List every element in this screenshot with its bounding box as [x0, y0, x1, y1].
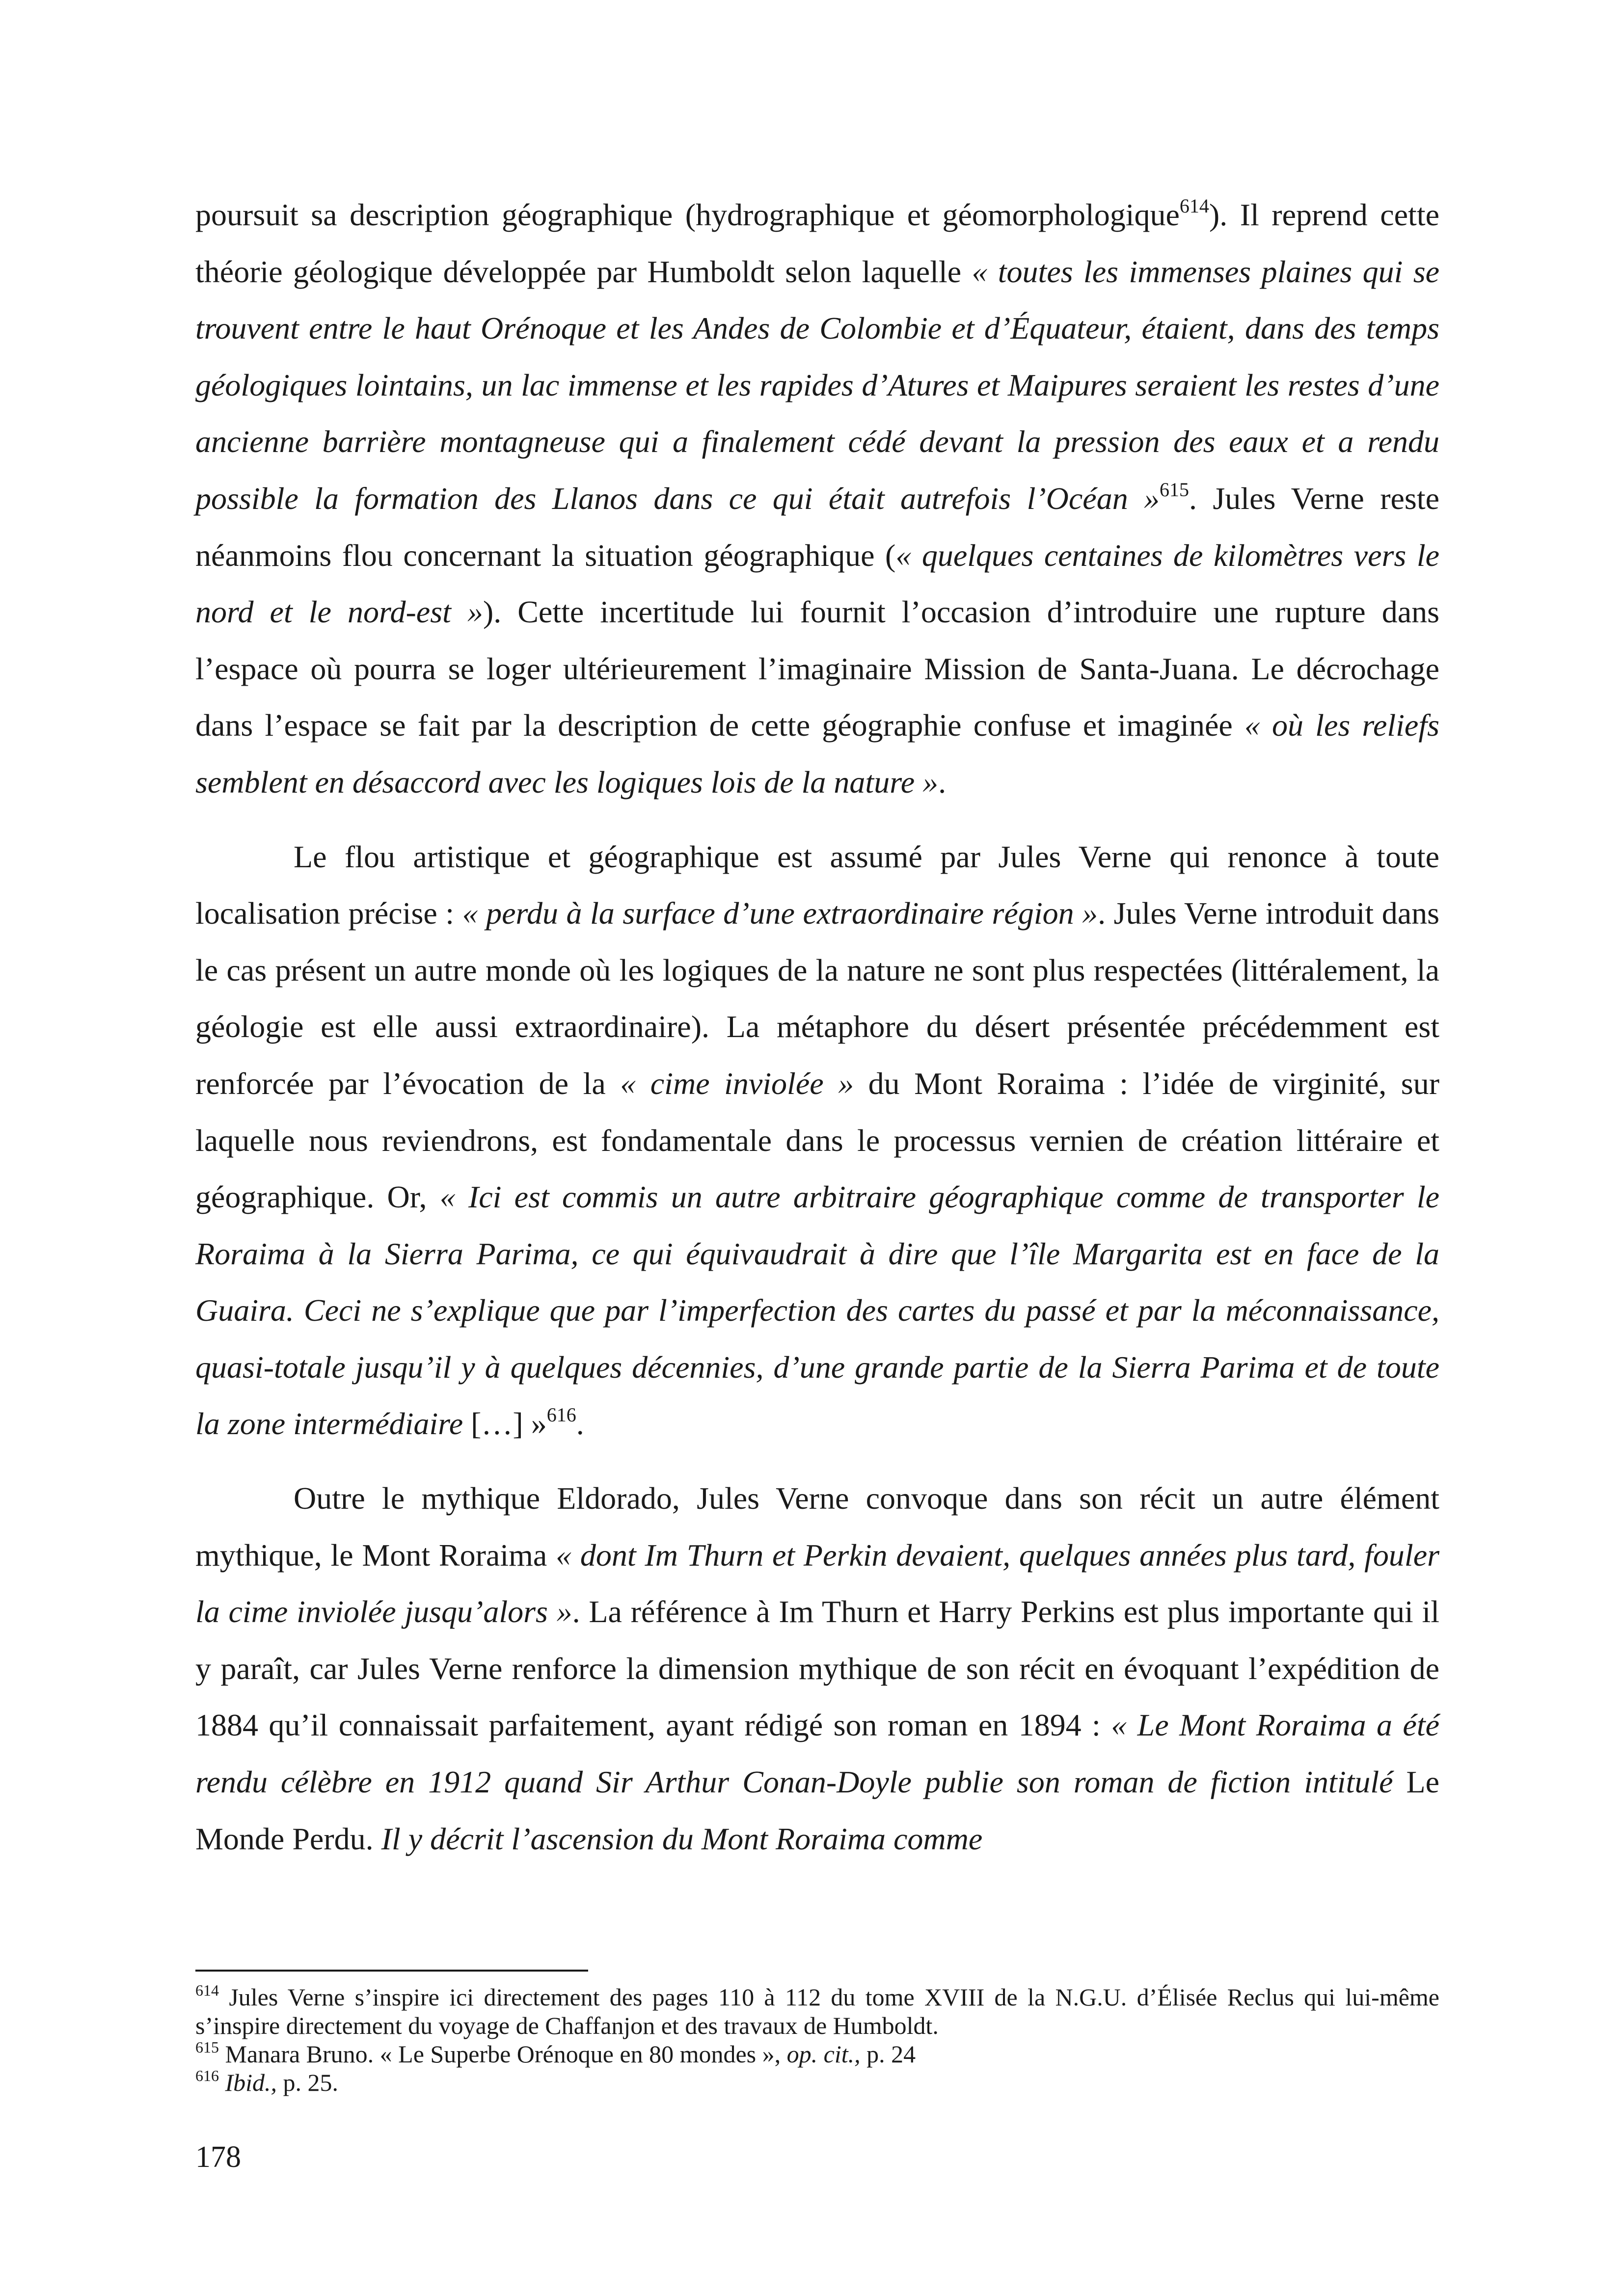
text-run: poursuit sa description géographique (hydrographique et géomorphologique [195, 197, 1180, 232]
text-run: . Jules Verne reste néanmoins flou concernant la situation géographique ( [195, 481, 1440, 573]
footnote-ref-614: 614 [1179, 195, 1209, 217]
paragraph-3 [195, 1470, 1439, 1867]
paragraph-1 [195, 187, 1439, 811]
footnote-ref-616: 616 [546, 1404, 576, 1426]
quotation: « toutes les immenses plaines qui se trouvent entre le haut Orénoque et les Andes de Colombie et d’Équateur, étaient, dans des temps géologiques lointains, un lac immense et les rapides d’Atures et Maipures seraient les restes d’une ancienne barrière montagneuse qui a finalement cédé devant la pression des eaux et a rendu possible la formation des Llanos dans ce qui était autrefois l’Océan » [195, 254, 1440, 516]
footnote-text: p. 25. [277, 2069, 339, 2096]
document-body [195, 187, 1439, 1867]
text-run: ). Il reprend cette théorie géologique développée par Humboldt selon laquelle [195, 197, 1440, 289]
quotation: « quelques centaines de kilomètres vers le nord et le nord-est » [195, 537, 1439, 630]
quotation: « Le Mont Roraima a été rendu célèbre en 1912 quand Sir Arthur Conan-Doyle publie son roman de fiction intitulé [195, 1708, 1440, 1800]
text-run: . [938, 764, 947, 800]
quotation: « cime inviolée » [620, 1066, 854, 1101]
footnote-number: 615 [195, 2038, 219, 2056]
footnote-615 [195, 2040, 1439, 2068]
footnote-text: Manara Bruno. « Le Superbe Orénoque en 80 mondes », [219, 2040, 787, 2068]
footnote-614 [195, 1983, 1439, 2040]
footnote-text: Jules Verne s’inspire ici directement des pages 110 à 112 du tome XVIII de la N.G.U. d’Élisée Reclus qui lui-même s’inspire directement du voyage de Chaffanjon et des travaux de Humboldt. [195, 1983, 1439, 2039]
quotation: Il y décrit l’ascension du Mont Roraima comme [381, 1821, 983, 1856]
text-run: . [365, 1821, 381, 1856]
text-run: . La référence à Im Thurn et Harry Perkins est plus importante qui il y paraît, car Jules Verne renforce la dimension mythique de son récit en évoquant l’expédition de 1884 qu’il connaissait parfaitement, ayant rédigé son roman en 1894 : [195, 1594, 1439, 1743]
text-run: […] » [463, 1406, 547, 1442]
footnotes [195, 1983, 1439, 2097]
text-run: Outre le mythique Eldorado, Jules Verne convoque dans son récit un autre élément mythique, le Mont Roraima [195, 1481, 1439, 1573]
text-run: Le flou artistique et géographique est assumé par Jules Verne qui renonce à toute localisation précise : [195, 839, 1439, 931]
footnote-text: p. 24 [860, 2040, 916, 2068]
footnote-number: 616 [195, 2067, 219, 2084]
paragraph-2 [195, 828, 1439, 1453]
footnote-italic: op. cit., [786, 2040, 861, 2068]
quotation: « Ici est commis un autre arbitraire géographique comme de transporter le Roraima à la Sierra Parima, ce qui équivaudrait à dire que l’île Margarita est en face de la Guaira. Ceci ne s’explique que par l’imperfection des cartes du passé et par la méconnaissance, quasi-totale jusqu’il y à quelques décennies, d’une grande partie de la Sierra Parima et de toute la zone intermédiaire [195, 1179, 1439, 1442]
text-run: ). Cette incertitude lui fournit l’occasion d’introduire une rupture dans l’espace où pourra se loger ultérieurement l’imaginaire Mission de Santa-Juana. Le décrochage dans l’espace se fait par la description de cette géographie confuse et imaginée [195, 594, 1440, 743]
footnote-separator [195, 1970, 588, 1972]
quotation: « où les reliefs semblent en désaccord avec les logiques lois de la nature » [195, 708, 1440, 800]
text-run: . [576, 1406, 584, 1442]
quotation: « dont Im Thurn et Perkin devaient, quelques années plus tard, fouler la cime inviolée jusqu’alors » [195, 1537, 1440, 1629]
text-run: . Jules Verne introduit dans le cas présent un autre monde où les logiques de la nature ne sont plus respectées (littéralement, la géologie est elle aussi extraordinaire). La métaphore du désert présentée précédemment est renforcée par l’évocation de la [195, 896, 1440, 1101]
footnote-ref-615: 615 [1160, 478, 1190, 501]
footnote-616 [195, 2068, 1439, 2097]
page-number: 178 [195, 2140, 241, 2174]
text-run: du Mont Roraima : l’idée de virginité, sur laquelle nous reviendrons, est fondamentale dans le processus vernien de création littéraire et géographique. Or, [195, 1066, 1440, 1215]
book-title: Le Monde Perdu [195, 1764, 1439, 1856]
footnote-italic: Ibid., [225, 2069, 277, 2096]
footnote-text [219, 2069, 225, 2096]
footnote-number: 614 [195, 1981, 219, 1999]
quotation: « perdu à la surface d’une extraordinaire région » [462, 896, 1098, 931]
